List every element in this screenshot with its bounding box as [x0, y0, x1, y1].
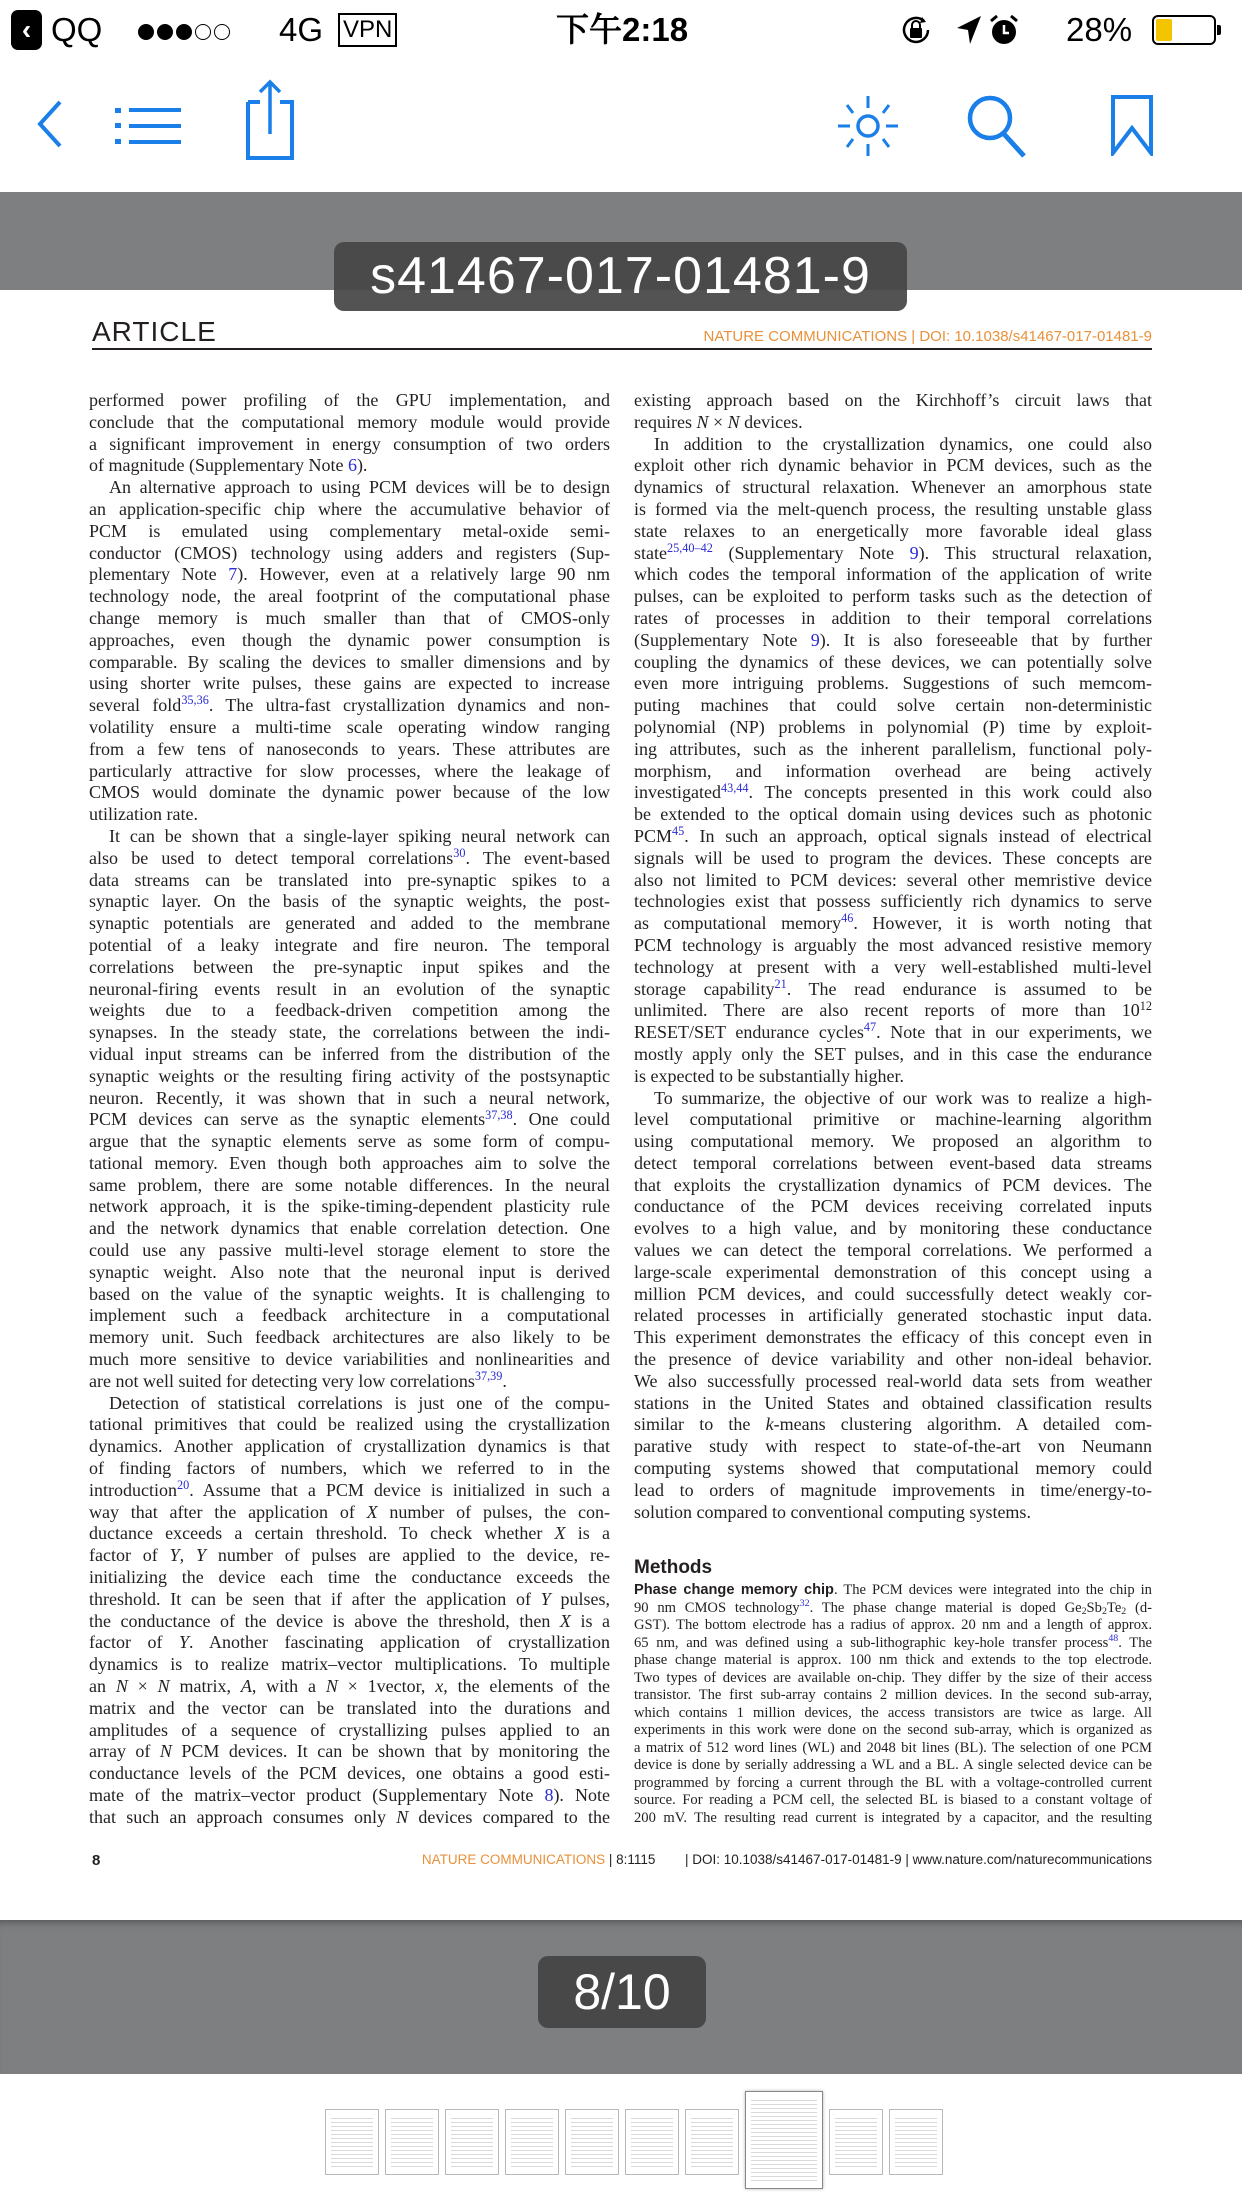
text-line: argue that the synaptic elements serve as some form of compu- [89, 1131, 610, 1152]
text-line: correlations between the pre-synaptic input spikes and the [89, 956, 610, 977]
text-line: Detection of statistical correlations is just one of the compu- [109, 1392, 610, 1413]
back-to-app-icon[interactable]: ‹ [11, 10, 42, 50]
text-line: several fold$^{35,36}$. The ultra-fast crystallization dynamics and non- [89, 693, 610, 716]
text-line: dynamics is to realize matrix–vector multiplications. To multiple [89, 1654, 610, 1675]
text-line: conclude that the computational memory module would provide [89, 411, 610, 432]
text-line: To summarize, the objective of our work was to realize a high- [654, 1087, 1152, 1108]
page-thumbnail[interactable] [445, 2109, 499, 2175]
text-line: tational primitives that could be realized using the crystallization [89, 1414, 610, 1435]
text-line: source. For reading a PCM cell, the selected BL is biased to a constant voltage of [634, 1792, 1152, 1808]
text-line: puting machines that could solve certain non-deterministic [634, 695, 1152, 716]
back-icon[interactable] [34, 99, 66, 149]
text-line: an N × N matrix, A, with a N × 1vector, x, the elements of the [89, 1676, 611, 1697]
text-line: synaptic potentials are generated and added to the membrane [89, 913, 610, 934]
text-line: investigated$^{43,44}$. The concepts presented in this work could also [634, 780, 1152, 803]
text-line: device is done by serially addressing a WL and a BL. A single selected device can be [634, 1757, 1152, 1773]
text-line: state$^{25,40-42}$ (Supplementary Note 9). This structural relaxation, [634, 540, 1152, 563]
citation-link[interactable]: 25,40–42 [667, 540, 713, 555]
text-line: exploit other rich dynamic behavior in PCM devices, such as the [634, 455, 1152, 476]
text-line: large-scale experimental demonstration of this concept using a [634, 1261, 1152, 1282]
math-symbol: Y [196, 1545, 207, 1566]
supplementary-note-link[interactable]: 8 [544, 1785, 554, 1805]
journal-doi-header: NATURE COMMUNICATIONS | DOI: 10.1038/s41467-017-01481-9 [703, 328, 1152, 345]
citation-link[interactable]: 37,39 [474, 1369, 503, 1384]
signal-dot [214, 24, 230, 40]
text-line: state relaxes to an energetically more favorable ideal glass [634, 520, 1152, 541]
text-line: storage capability$^{21}$. The read endurance is assumed to be [634, 976, 1152, 999]
math-symbol: Y [540, 1588, 551, 1609]
brightness-icon[interactable] [836, 94, 900, 158]
text-line: pulses, can be exploited to perform tasks such as the detection of [634, 586, 1152, 607]
battery-icon [1152, 15, 1216, 45]
page-thumbnail[interactable] [685, 2109, 739, 2175]
text-line: level computational primitive or machine-learning algorithm [634, 1109, 1152, 1130]
signal-dot [138, 24, 154, 40]
methods-body [634, 1582, 1152, 1827]
page-thumbnail[interactable] [505, 2109, 559, 2175]
citation-link[interactable]: 45 [672, 824, 685, 839]
supplementary-note-link[interactable]: 7 [228, 564, 238, 585]
text-line: and the network dynamics that enable correlation detection. One [89, 1218, 610, 1239]
page-indicator: 8/10 [538, 1956, 706, 2028]
text-line: a significant improvement in energy consumption of two orders [89, 433, 610, 454]
text-line: neuronal-firing events result in an evolution of the synaptic [89, 978, 610, 999]
signal-dot [195, 24, 211, 40]
citation-link[interactable]: 37,38 [485, 1107, 513, 1122]
text-line: GST). The bottom electrode has a radius of approx. 20 nm and a length of approx. [634, 1617, 1152, 1633]
citation-link[interactable]: 47 [863, 1020, 877, 1035]
alarm-icon [988, 12, 1020, 57]
math-symbol: N [115, 1676, 128, 1697]
text-line: 65 nm, and was defined using a sub-lithographic key-hole transfer process$^{48}$. The [634, 1633, 1152, 1651]
text-line: (Supplementary Note 9). It is also foreseeable that by further [634, 629, 1152, 650]
math-symbol: k [765, 1414, 774, 1435]
footer-volume: | 8:1115 [608, 1852, 656, 1867]
text-line: data streams can be translated into pre-synaptic spikes to a [89, 869, 610, 890]
document-title: s41467-017-01481-9 [334, 242, 907, 311]
network-type: 4G [279, 11, 324, 48]
text-line: technologies exist that possess sufficiently rich dynamics to serve [634, 891, 1152, 912]
math-symbol: A [240, 1676, 252, 1697]
text-line: array of N PCM devices. It can be shown that by monitoring the [89, 1741, 610, 1762]
math-symbol: N [396, 1806, 409, 1827]
run-in-heading: Phase change memory chip [634, 1582, 834, 1598]
text-line: of magnitude (Supplementary Note 6). [89, 455, 368, 476]
text-line: also be used to detect temporal correlations$^{30}$. The event-based [89, 846, 610, 868]
citation-link[interactable]: 21 [774, 976, 787, 991]
text-line: phase change material is approx. 100 nm thick and extends to the top electrode. [634, 1652, 1152, 1668]
text-line: much more sensitive to device variabilities and nonlinearities and [89, 1349, 610, 1370]
text-line: Two types of devices are available on-chip. They differ by the size of their access [634, 1669, 1152, 1686]
text-line: signals will be used to program the devices. These concepts are [634, 847, 1152, 868]
signal-dot [176, 24, 192, 40]
text-line: the conductance of the device is above the threshold, then X is a [89, 1610, 610, 1631]
text-line: synaptic weight. Also note that the neuronal input is derived [89, 1261, 610, 1282]
text-line: that exploits the crystallization dynamics of PCM devices. The [634, 1174, 1152, 1195]
text-line: computing systems showed that computational memory could [634, 1458, 1152, 1479]
text-line: of finding factors of numbers, which we referred to in the [89, 1458, 610, 1479]
text-line: which codes the temporal information of the application of write [634, 564, 1152, 585]
math-symbol: N [325, 1676, 338, 1697]
text-line: using shorter write pulses, these gains are expected to increase [89, 673, 610, 694]
page-thumbnail[interactable] [565, 2109, 619, 2175]
text-line: polynomial (NP) problems in polynomial (P) time by exploit- [634, 716, 1152, 737]
text-line: that such an approach consumes only N devices compared to the [89, 1806, 610, 1827]
text-line: implement such a feedback architecture in a computational [89, 1305, 610, 1326]
text-line: comparable. By scaling the devices to smaller dimensions and by [89, 651, 610, 672]
math-symbol: N [696, 411, 709, 432]
clock: 下午2:18 [556, 11, 689, 48]
battery-percent: 28% [1066, 11, 1133, 48]
math-symbol: X [554, 1523, 566, 1544]
text-line: requires N × N devices. [634, 411, 803, 432]
footer-journal: NATURE COMMUNICATIONS [421, 1852, 606, 1867]
subscript: 2 [1101, 1605, 1107, 1617]
subscript: 2 [1121, 1605, 1127, 1617]
text-line: PCM technology is arguably the most advanced resistive memory [634, 934, 1152, 955]
text-line: also not limited to PCM devices: several other memristive device [634, 869, 1152, 890]
text-line: similar to the k-means clustering algorithm. A detailed com- [634, 1414, 1153, 1435]
text-line: particularly attractive for slow processes, where the leakage of [89, 760, 610, 781]
text-line: An alternative approach to using PCM devices will be to design [109, 477, 610, 498]
text-line: unlimited. There are also recent reports of more than $10^{12}$ [634, 998, 1152, 1021]
text-line: ing attributes, such as the inherent parallelism, functional poly- [634, 738, 1152, 759]
text-line: potential of a leaky integrate and fire neuron. The temporal [89, 934, 610, 955]
math-symbol: Y [179, 1632, 190, 1653]
subscript: 2 [1081, 1605, 1087, 1617]
text-line: conductance levels of the PCM devices, one obtains a good esti- [89, 1763, 610, 1784]
page-thumbnail[interactable] [325, 2109, 379, 2175]
citation-link[interactable]: 32 [799, 1598, 810, 1610]
text-line: same problem, there are some notable differences. In the neural [89, 1174, 610, 1195]
location-icon [955, 14, 983, 55]
text-line: an application-specific chip where the accumulative behavior of [89, 498, 610, 519]
text-line: factor of Y. Another fascinating application of crystallization [89, 1632, 610, 1653]
text-line: coupling the dynamics of these devices, we can potentially solve [634, 651, 1152, 672]
share-icon[interactable] [240, 78, 300, 162]
text-line: In addition to the crystallization dynamics, one could also [654, 433, 1152, 454]
text-line: synaptic layer. On the basis of the synaptic weights, the post- [89, 891, 610, 912]
text-line: could use any passive multi-level storage element to store the [89, 1240, 610, 1261]
signal-strength-icon [138, 10, 233, 50]
text-line: are not well suited for detecting very low correlations$^{37,39}$. [89, 1369, 507, 1391]
text-line: PCM$^{45}$. In such an approach, optical signals instead of electrical [634, 824, 1152, 846]
text-line: initializing the device each time the conductance exceeds the [89, 1567, 610, 1588]
text-line: mate of the matrix–vector product (Supplementary Note 8). Note [89, 1785, 611, 1805]
text-line: PCM is emulated using complementary metal-oxide semi- [89, 520, 610, 541]
page-number: 8 [92, 1852, 101, 1869]
text-line: conductance of the PCM devices receiving correlated inputs [634, 1196, 1152, 1217]
back-app-label[interactable]: QQ [51, 11, 103, 48]
status-bar [0, 0, 1242, 60]
text-line: ductance exceeds a certain threshold. To check whether X is a [89, 1523, 610, 1544]
math-symbol: X [559, 1610, 571, 1631]
citation-link[interactable]: 43,44 [720, 780, 749, 795]
bookmark-icon[interactable] [1110, 94, 1154, 156]
page-thumbnail[interactable] [745, 2091, 823, 2189]
text-line: amplitudes of a sequence of crystallizing pulses applied to an [89, 1719, 610, 1740]
search-icon[interactable] [966, 94, 1030, 158]
text-line: as computational memory$^{46}$. However, it is worth noting that [634, 911, 1152, 934]
page-thumbnail[interactable] [829, 2109, 883, 2175]
supplementary-note-link[interactable]: 6 [347, 455, 357, 476]
text-line: using computational memory. We proposed an algorithm to [634, 1131, 1152, 1152]
citation-link[interactable]: 48 [1108, 1633, 1119, 1645]
text-line: Phase change memory chip. The PCM devices were integrated into the chip in [634, 1582, 1152, 1598]
math-symbol: Y [169, 1545, 180, 1566]
text-line: conductor (CMOS) technology using adders and registers (Sup- [89, 542, 610, 563]
text-line: synapses. In the steady state, the correlations between the indi- [89, 1022, 610, 1043]
text-line: technology node, the areal footprint of the computational phase [89, 586, 610, 607]
text-line: transistor. The first sub-array contains 2 million devices. In the second sub-array, [634, 1687, 1152, 1703]
math-symbol: N [727, 411, 740, 432]
text-line: RESET/SET endurance cycles$^{47}$. Note that in our experiments, we [634, 1020, 1153, 1043]
rotation-lock-icon [898, 12, 934, 57]
math-symbol: x [435, 1676, 444, 1697]
right-column [634, 390, 1152, 1523]
text-line: 200 mV. The resulting read current is integrated by a capacitor, and the resulting [634, 1809, 1152, 1826]
text-line: detect temporal correlations between event-based data streams [634, 1152, 1152, 1173]
text-line: network approach, it is the spike-timing-dependent plasticity rule [89, 1196, 610, 1217]
text-line: threshold. It can be seen that if after the application of Y pulses, [89, 1588, 610, 1609]
text-line: is expected to be substantially higher. [634, 1065, 904, 1086]
text-line: experiments in this work were done on the second sub-array, which is organized as [634, 1722, 1152, 1738]
text-line: rates of processes in addition to their temporal correlations [634, 607, 1152, 628]
text-line: weights due to a feedback-driven competition among the [89, 1000, 610, 1021]
text-line: based on the value of the synaptic weights. It is challenging to [89, 1283, 610, 1304]
text-line: vidual input streams can be inferred from the distribution of the [89, 1043, 610, 1064]
text-line: the presence of device variability and other non-ideal behavior. [634, 1349, 1152, 1370]
text-line: which contains 1 million devices, the access transistors are twice as large. All [634, 1704, 1152, 1721]
text-line: tational memory. Even though both approaches aim to solve the [89, 1152, 610, 1173]
text-line: related processes in artificially generated stochastic input data. [634, 1305, 1152, 1326]
text-line: PCM devices can serve as the synaptic elements$^{37,38}$. One could [89, 1107, 610, 1130]
citation-link[interactable]: 46 [841, 911, 854, 926]
text-line: stations in the United States and obtained classification results [634, 1392, 1152, 1413]
math-symbol: X [366, 1501, 378, 1522]
math-symbol: N [157, 1676, 170, 1697]
citation-link[interactable]: 30 [453, 846, 466, 861]
text-line: way that after the application of X number of pulses, the con- [89, 1501, 611, 1522]
footer-doi-url: | DOI: 10.1038/s41467-017-01481-9 | www.nature.com/naturecommunications [684, 1852, 1152, 1867]
text-line: plementary Note 7). However, even at a relatively large 90 nm [89, 564, 610, 585]
text-line: from a few tens of nanoseconds to years. These attributes are [89, 738, 610, 759]
page-thumbnail-strip[interactable] [0, 2085, 1242, 2195]
text-line: It can be shown that a single-layer spiking neural network can [109, 825, 610, 846]
list-icon[interactable] [115, 106, 181, 146]
text-line: CMOS would dominate the dynamic power because of the low [89, 782, 610, 803]
page-footer [422, 1852, 1152, 1867]
text-line: be extended to the optical domain using devices such as photonic [634, 804, 1152, 825]
text-line: volatility ensure a multi-time scale operating window ranging [89, 716, 610, 737]
math-symbol: N [159, 1741, 172, 1762]
text-line: This experiment demonstrates the efficacy of this concept even in [634, 1327, 1152, 1348]
page-thumbnail[interactable] [385, 2109, 439, 2175]
text-line: change memory is much smaller than that of CMOS-only [89, 607, 610, 628]
text-line: dynamics of structural relaxation. Whenever an amorphous state [634, 477, 1152, 498]
page-thumbnail[interactable] [889, 2109, 943, 2175]
page-thumbnail[interactable] [625, 2109, 679, 2175]
text-line: utilization rate. [89, 804, 198, 825]
text-line: a matrix of 512 word lines (WL) and 2048 bit lines (BL). The selection of one PCM [634, 1739, 1152, 1756]
signal-dot [157, 24, 173, 40]
text-line: values we can detect the temporal correlations. We performed a [634, 1240, 1152, 1261]
text-line: introduction$^{20}$. Assume that a PCM device is initialized in such a [89, 1478, 610, 1500]
text-line: lead to orders of magnitude improvements in time/energy-to- [634, 1479, 1152, 1500]
text-line: We also successfully processed real-world data sets from weather [634, 1370, 1152, 1391]
text-line: existing approach based on the Kirchhoff’s circuit laws that [634, 390, 1152, 410]
text-line: memory unit. Such feedback architectures are also likely to be [89, 1327, 610, 1348]
header-rule [92, 348, 1152, 350]
text-line: neuron. Recently, it was shown that in such a neural network, [89, 1087, 610, 1108]
text-line: million PCM devices, and could successfully detect weakly cor- [634, 1283, 1152, 1304]
text-line: dynamics. Another application of crystallization dynamics is that [89, 1436, 610, 1457]
text-line: mostly apply only the SET pulses, and in this case the endurance [634, 1043, 1152, 1064]
supplementary-note-link[interactable]: 9 [810, 629, 820, 650]
citation-link[interactable]: 20 [177, 1478, 190, 1493]
text-line: programmed by forcing a current through the BL with a voltage-controlled current [634, 1774, 1152, 1791]
text-line: approaches, even though the dynamic power consumption is [89, 629, 610, 650]
text-line: even more intriguing problems. Suggestions of such memcom- [634, 673, 1152, 694]
vpn-badge: VPN [338, 13, 397, 47]
text-line: evolves to a high value, and by monitoring these conductance [634, 1218, 1152, 1239]
text-line: technology at present with a very well-established multi-level [634, 956, 1152, 977]
supplementary-note-link[interactable]: 9 [909, 542, 919, 563]
methods-heading: Methods [634, 1557, 713, 1578]
superscript: 12 [1139, 998, 1152, 1013]
text-line: synaptic weights or the resulting firing activity of the postsynaptic [89, 1065, 610, 1086]
text-line: solution compared to conventional computing systems. [634, 1501, 1031, 1522]
left-column [89, 390, 610, 1829]
text-line: 90 nm CMOS technology$^{32}$. The phase change material is doped $Ge_2Sb_2Te_2$ (d- [634, 1598, 1153, 1617]
text-line: morphism, and information overhead are being actively [634, 760, 1152, 781]
text-line: factor of Y, Y number of pulses are applied to the device, re- [89, 1545, 610, 1566]
citation-link[interactable]: 35,36 [181, 693, 209, 708]
text-line: performed power profiling of the GPU implementation, and [89, 390, 610, 410]
text-line: matrix and the vector can be translated into the durations and [89, 1697, 610, 1718]
text-line: is formed via the melt-quench process, the resulting unstable glass [634, 498, 1152, 519]
text-line: parative study with respect to state-of-the-art von Neumann [634, 1436, 1152, 1457]
section-label: ARTICLE [92, 316, 217, 347]
